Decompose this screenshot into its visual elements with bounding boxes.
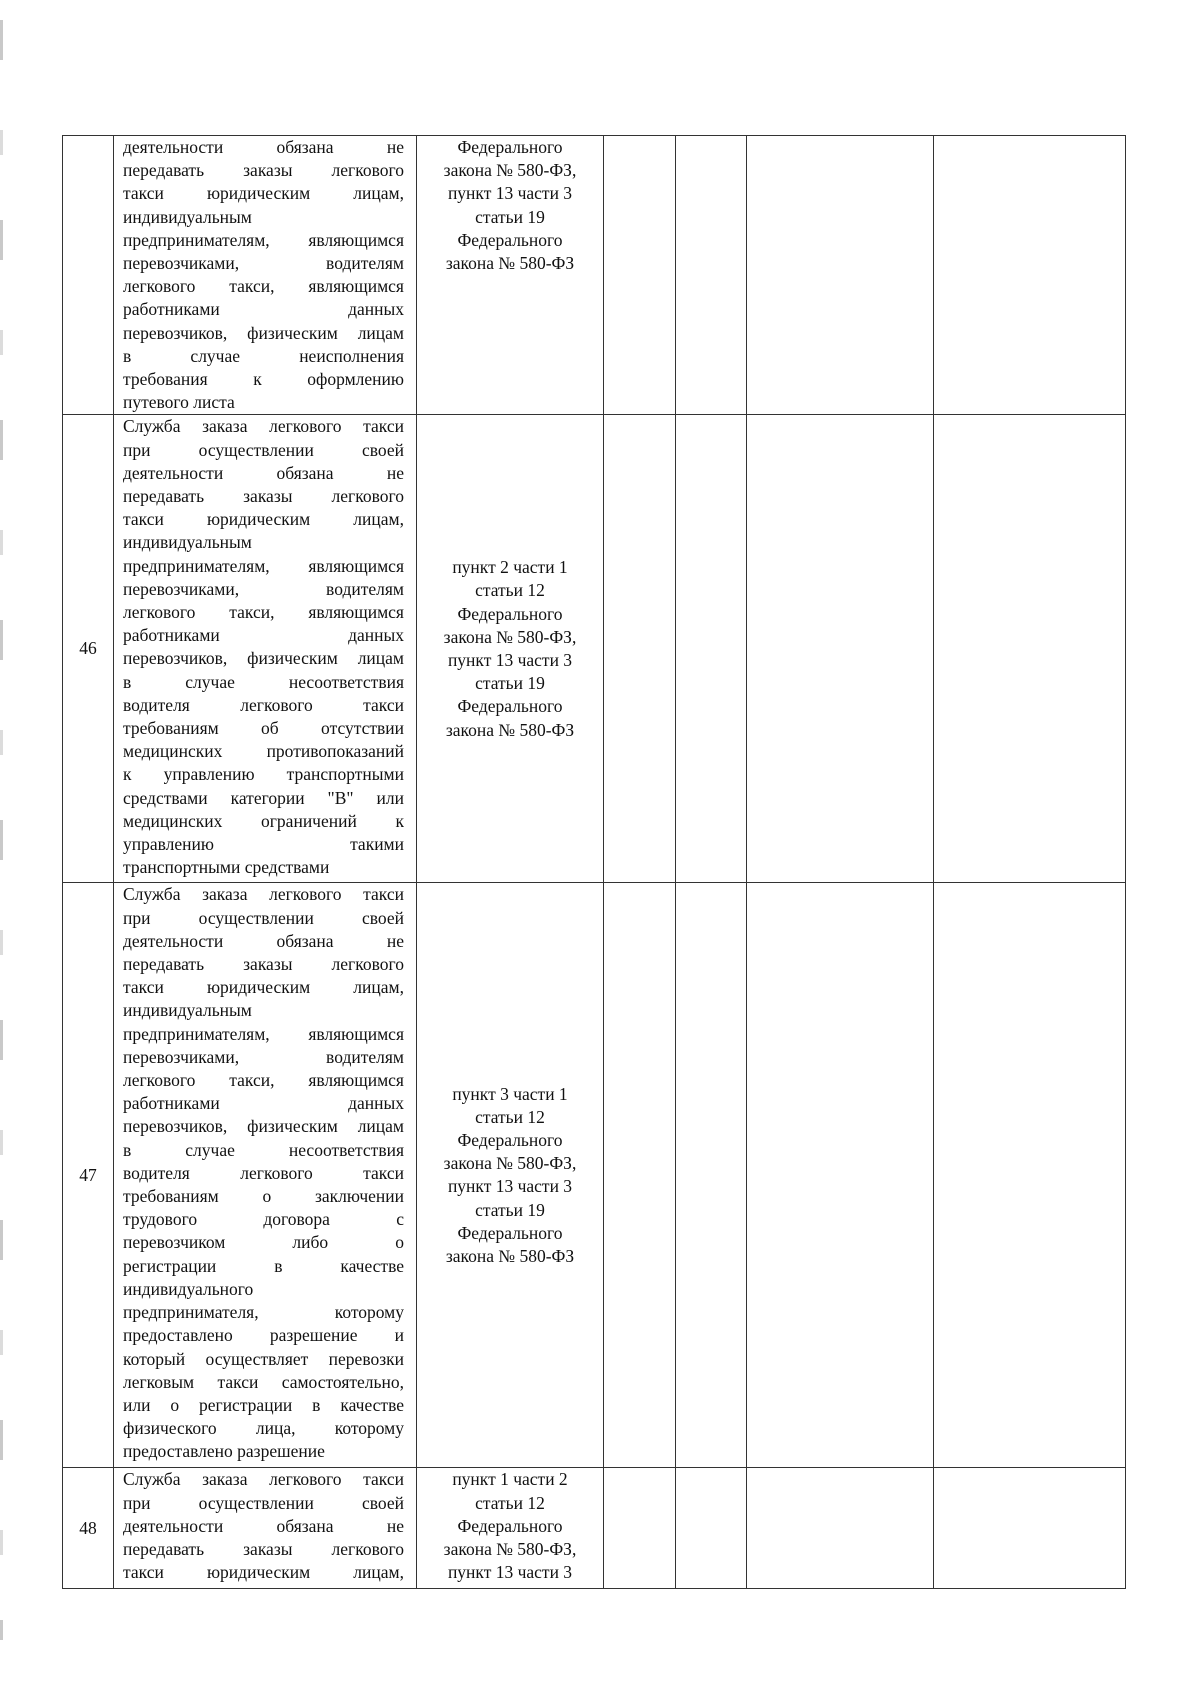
legal-reference-cell: [417, 883, 604, 1468]
requirement-line: индивидуальным: [123, 532, 252, 553]
requirement-line: такси юридическим лицам,: [123, 1562, 404, 1583]
requirement-line: к управлению транспортными: [123, 764, 404, 785]
requirement-line: медицинских ограничений к: [123, 810, 404, 831]
requirement-line: работниками данных: [123, 1093, 404, 1114]
table-body: [63, 136, 1126, 1589]
legal-reference-line: статьи 12: [475, 1492, 545, 1513]
empty-cell: [747, 883, 934, 1468]
empty-cell: [676, 415, 747, 883]
legal-reference-line: статьи 19: [475, 673, 545, 694]
requirement-line: предоставлено разрешение: [123, 1441, 325, 1462]
legal-reference-cell: [417, 415, 604, 883]
requirement-cell: [114, 415, 417, 883]
requirement-line: путевого листа: [123, 392, 235, 413]
requirement-cell: [114, 1468, 417, 1589]
legal-reference-line: Федерального: [457, 137, 563, 157]
table-row: [63, 415, 1126, 883]
requirement-line: предпринимателям, являющимся: [123, 229, 404, 250]
empty-cell: [604, 883, 676, 1468]
legal-reference-line: статьи 19: [475, 1199, 545, 1220]
requirement-line: Служба заказа легкового такси: [123, 884, 404, 905]
requirement-line: водителя легкового такси: [123, 694, 404, 715]
requirement-line: такси юридическим лицам,: [123, 509, 404, 530]
legal-reference-cell: [417, 136, 604, 415]
requirement-line: перевозчиками, водителям: [123, 578, 404, 599]
legal-reference-line: статьи 12: [475, 580, 545, 601]
legal-reference-line: Федерального: [457, 1130, 563, 1151]
requirement-line: при осуществлении своей: [123, 439, 404, 460]
requirement-line: индивидуальным: [123, 1000, 252, 1021]
legal-reference-line: пункт 13 части 3: [447, 1562, 573, 1583]
requirement-line: индивидуальным: [123, 206, 252, 227]
empty-cell: [934, 136, 1126, 415]
requirement-line: легкового такси, являющимся: [123, 276, 404, 297]
legal-reference-line: пункт 13 части 3: [447, 1176, 573, 1197]
requirement-line: медицинских противопоказаний: [123, 741, 404, 762]
empty-cell: [604, 136, 676, 415]
requirement-line: деятельности обязана не: [123, 1515, 404, 1536]
row-number: 46: [63, 415, 114, 883]
requirement-line: в случае неисполнения: [123, 345, 404, 366]
requirement-line: перевозчиком либо о: [123, 1232, 404, 1253]
legal-reference-line: Федерального: [457, 603, 563, 624]
requirement-line: перевозчиками, водителям: [123, 1046, 404, 1067]
legal-reference-line: пункт 13 части 3: [447, 183, 573, 204]
requirement-line: передавать заказы легкового: [123, 160, 404, 181]
legal-reference-line: Федерального: [457, 1515, 563, 1536]
requirement-line: в случае несоответствия: [123, 1139, 404, 1160]
empty-cell: [676, 883, 747, 1468]
requirement-line: индивидуального: [123, 1278, 254, 1299]
legal-reference-line: статьи 19: [475, 206, 545, 227]
requirement-line: предпринимателям, являющимся: [123, 1023, 404, 1044]
empty-cell: [604, 415, 676, 883]
requirement-line: легковым такси самостоятельно,: [123, 1371, 404, 1392]
requirement-line: перевозчиков, физическим лицам: [123, 648, 404, 669]
row-number: [63, 136, 114, 415]
requirement-line: Служба заказа легкового такси: [123, 416, 404, 437]
requirement-cell: [114, 883, 417, 1468]
empty-cell: [747, 415, 934, 883]
requirement-line: передавать заказы легкового: [123, 486, 404, 507]
requirement-line: такси юридическим лицам,: [123, 977, 404, 998]
requirement-line: деятельности обязана не: [123, 137, 404, 157]
requirement-line: работниками данных: [123, 299, 404, 320]
requirement-line: который осуществляет перевозки: [123, 1348, 404, 1369]
legal-reference-line: Федерального: [457, 696, 563, 717]
requirement-line: транспортными средствами: [123, 857, 330, 878]
legal-reference-line: закона № 580-ФЗ,: [443, 1153, 577, 1174]
requirement-line: при осуществлении своей: [123, 907, 404, 928]
requirement-line: физического лица, которому: [123, 1418, 404, 1439]
table-row: [63, 883, 1126, 1468]
empty-cell: [747, 136, 934, 415]
requirement-line: трудового договора с: [123, 1209, 404, 1230]
legal-reference-line: закона № 580-ФЗ: [445, 719, 575, 740]
legal-reference-line: закона № 580-ФЗ,: [443, 160, 577, 181]
requirement-line: деятельности обязана не: [123, 462, 404, 483]
empty-cell: [747, 1468, 934, 1589]
requirement-line: деятельности обязана не: [123, 930, 404, 951]
legal-reference-line: пункт 3 части 1: [452, 1083, 568, 1104]
requirement-line: в случае несоответствия: [123, 671, 404, 692]
requirement-line: легкового такси, являющимся: [123, 1070, 404, 1091]
requirement-line: перевозчиков, физическим лицам: [123, 322, 404, 343]
legal-reference-line: закона № 580-ФЗ,: [443, 626, 577, 647]
row-number: 48: [63, 1468, 114, 1589]
legal-reference-line: Федерального: [457, 1222, 563, 1243]
requirement-line: требованиям об отсутствии: [123, 718, 404, 739]
requirement-line: передавать заказы легкового: [123, 1539, 404, 1560]
empty-cell: [676, 136, 747, 415]
requirement-line: водителя легкового такси: [123, 1162, 404, 1183]
empty-cell: [934, 415, 1126, 883]
requirement-cell: [114, 136, 417, 415]
legal-reference-line: пункт 1 части 2: [452, 1469, 568, 1490]
legal-reference-line: закона № 580-ФЗ,: [443, 1539, 577, 1560]
scan-edge-artifact: [0, 20, 3, 1640]
requirement-line: перевозчиками, водителям: [123, 253, 404, 274]
requirement-line: перевозчиков, физическим лицам: [123, 1116, 404, 1137]
requirement-line: передавать заказы легкового: [123, 954, 404, 975]
requirement-line: требования к оформлению: [123, 369, 404, 390]
empty-cell: [934, 1468, 1126, 1589]
row-number: 47: [63, 883, 114, 1468]
empty-cell: [676, 1468, 747, 1589]
legal-reference-line: статьи 12: [475, 1106, 545, 1127]
requirements-table: [62, 135, 1126, 1589]
legal-reference-cell: [417, 1468, 604, 1589]
requirement-line: регистрации в качестве: [123, 1255, 404, 1276]
legal-reference-line: пункт 2 части 1: [452, 557, 568, 578]
requirement-line: Служба заказа легкового такси: [123, 1469, 404, 1490]
requirement-line: работниками данных: [123, 625, 404, 646]
legal-reference-line: закона № 580-ФЗ: [445, 1246, 575, 1267]
legal-reference-line: Федерального: [457, 229, 563, 250]
requirement-line: требованиям о заключении: [123, 1186, 404, 1207]
requirement-line: управлению такими: [123, 834, 404, 855]
requirement-line: предоставлено разрешение и: [123, 1325, 404, 1346]
requirement-line: предпринимателя, которому: [123, 1302, 404, 1323]
empty-cell: [604, 1468, 676, 1589]
table-row: [63, 136, 1126, 415]
requirement-line: такси юридическим лицам,: [123, 183, 404, 204]
requirement-line: или о регистрации в качестве: [123, 1394, 404, 1415]
requirement-line: предпринимателям, являющимся: [123, 555, 404, 576]
requirement-line: при осуществлении своей: [123, 1492, 404, 1513]
legal-reference-line: пункт 13 части 3: [447, 649, 573, 670]
legal-reference-line: закона № 580-ФЗ: [445, 253, 575, 274]
requirement-line: легкового такси, являющимся: [123, 602, 404, 623]
table-row: [63, 1468, 1126, 1589]
requirement-line: средствами категории "В" или: [123, 787, 404, 808]
empty-cell: [934, 883, 1126, 1468]
